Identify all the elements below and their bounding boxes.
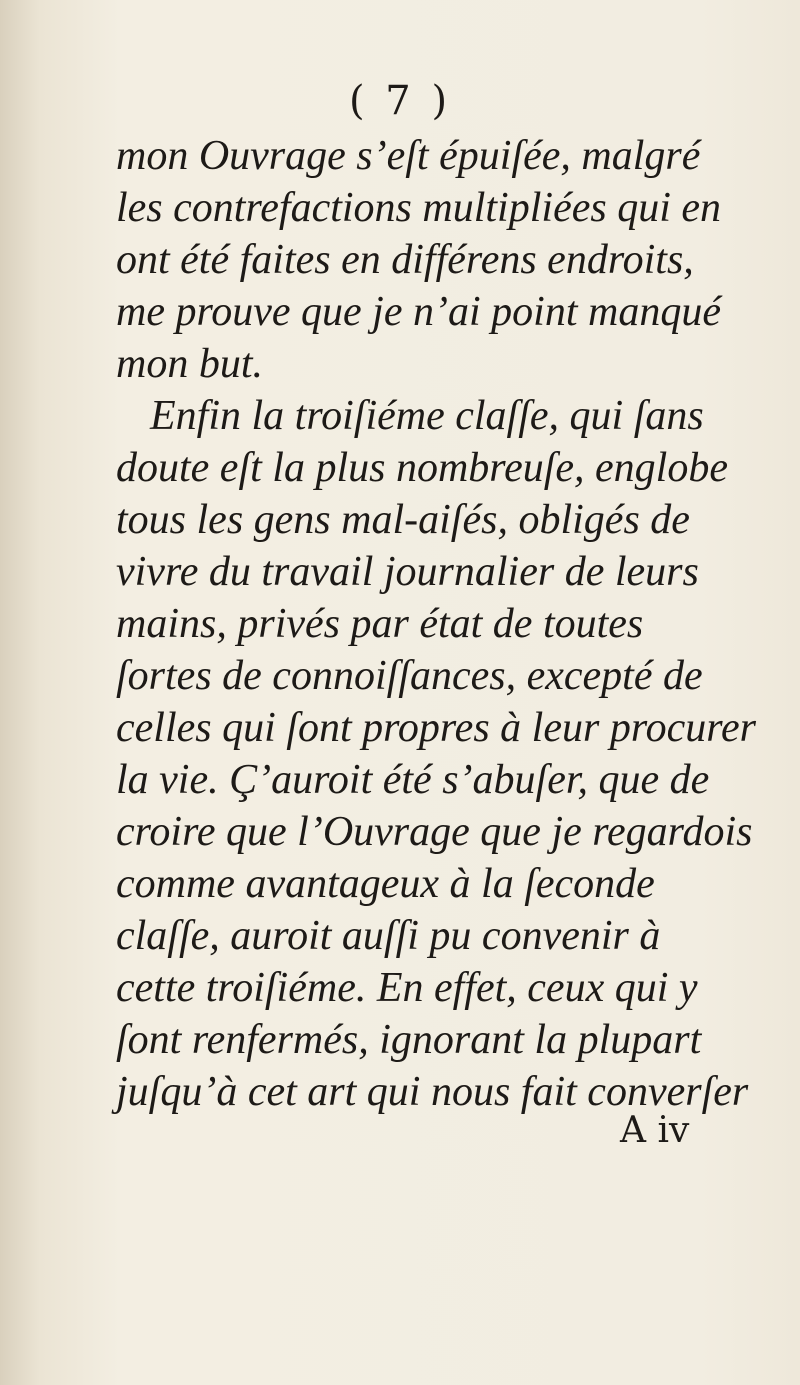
text-line: croire que l’Ouvrage que je regardois <box>116 809 753 855</box>
text-line: ont été faites en différens endroits, <box>116 237 694 283</box>
signature-mark: A iv <box>620 1110 690 1151</box>
text-line: vivre du travail journalier de leurs <box>116 549 699 595</box>
page-number: ( 7 ) <box>348 78 452 124</box>
text-line: celles qui ſont propres à leur procurer <box>116 705 757 751</box>
text-line: doute eſt la plus nombreuſe, englobe <box>116 445 728 491</box>
text-line: mon but. <box>116 341 263 387</box>
text-line: ſont renfermés, ignorant la plupart <box>116 1017 702 1063</box>
text-line: Enfin la troiſiéme claſſe, qui ſans <box>150 393 704 439</box>
text-line: les contrefactions multipliées qui en <box>116 185 722 231</box>
text-line: me prouve que je n’ai point manqué <box>116 289 721 335</box>
text-line: la vie. Ç’auroit été s’abuſer, que de <box>116 757 710 803</box>
text-line: ſortes de connoiſſances, excepté de <box>116 653 703 699</box>
text-line: tous les gens mal-aiſés, obligés de <box>116 497 690 543</box>
text-line: mon Ouvrage s’eſt épuiſée, malgré <box>116 133 701 179</box>
text-line: claſſe, auroit auſſi pu convenir à <box>116 913 661 959</box>
text-line: mains, privés par état de toutes <box>116 601 644 647</box>
text-line: cette troiſiéme. En effet, ceux qui y <box>116 965 698 1011</box>
text-line: juſqu’à cet art qui nous fait converſer <box>116 1069 749 1115</box>
text-line: comme avantageux à la ſeconde <box>116 861 655 907</box>
